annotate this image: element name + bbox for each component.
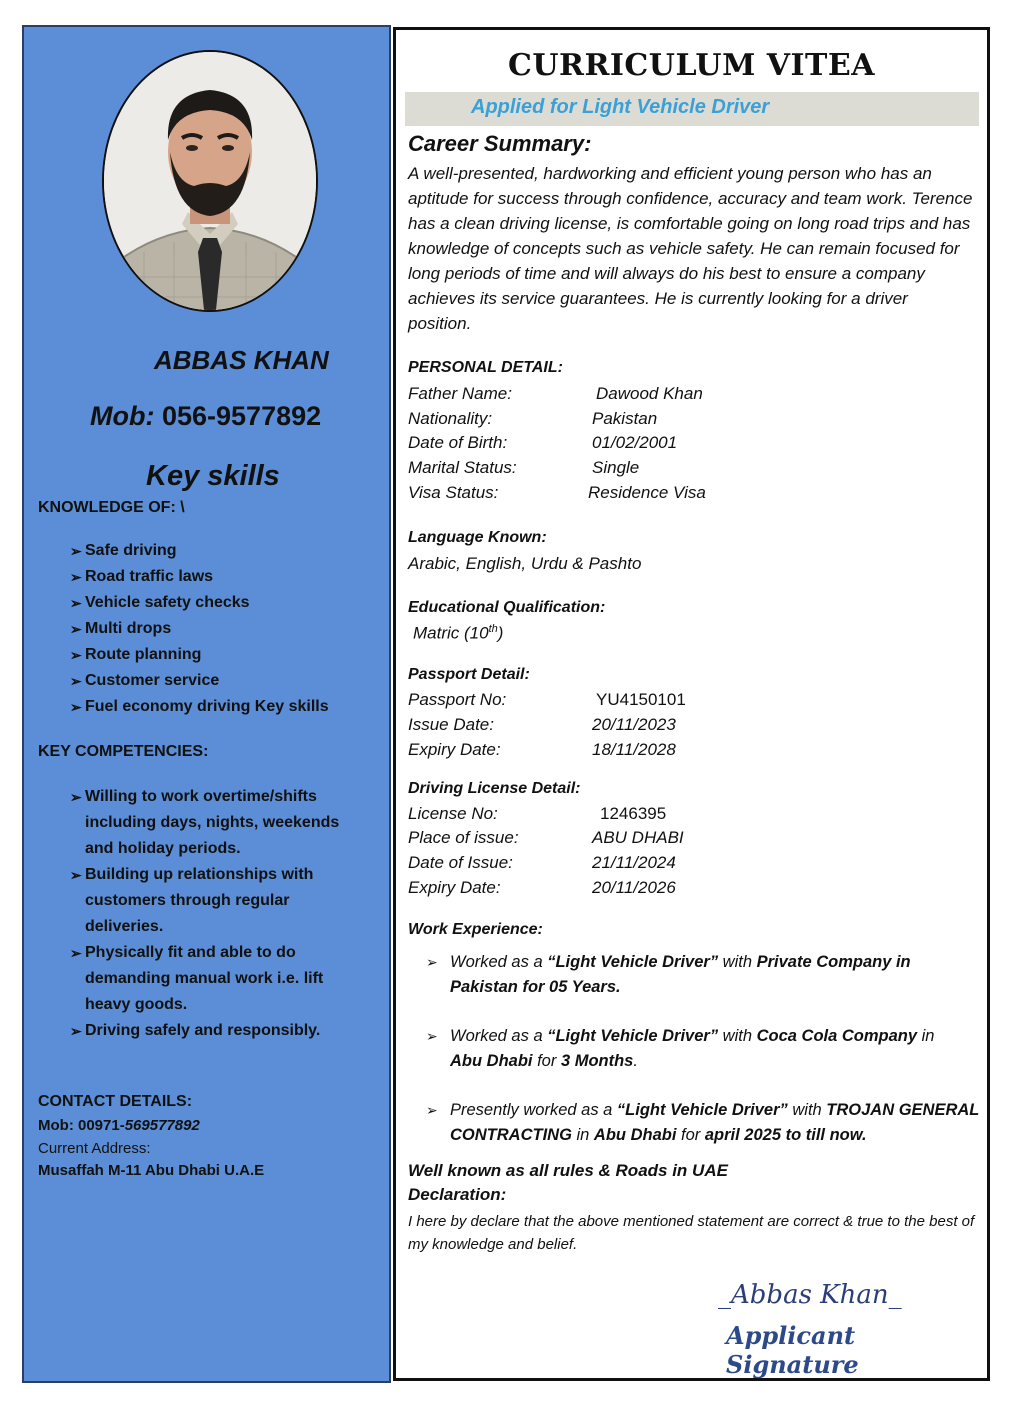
competencies-heading: KEY COMPETENCIES: xyxy=(38,743,209,760)
page-title: CURRICULUM VITEA xyxy=(507,48,876,83)
license-expiry-date: 20/11/2026 xyxy=(592,878,676,897)
main-content xyxy=(393,27,990,1381)
career-summary: A well-presented, hardworking and efficient young person who has an aptitude for success through confidence, accuracy and team work. Terence has a clean driving license, is comfortable going on long road trips and has knowledge of concepts such as vehicle safety. He can remain focused for long periods of time and will always do his best to ensure a company achieves its service guarantees. He is currently looking for a driver position. xyxy=(408,164,973,333)
applied-for: Applied for Light Vehicle Driver xyxy=(471,96,770,118)
personal-row: Visa Status: xyxy=(408,483,499,502)
license-place: ABU DHABI xyxy=(592,828,684,847)
profile-photo xyxy=(102,50,318,312)
passport-row: Issue Date: xyxy=(408,715,494,734)
passport-row: Passport No: xyxy=(408,690,507,709)
list-item: ➢ Customer service xyxy=(70,672,220,689)
knowledge-list xyxy=(24,538,384,720)
list-item: ➢ Driving safely and responsibly. xyxy=(70,1022,321,1039)
personal-row: Nationality: xyxy=(408,409,493,428)
competencies-list xyxy=(24,784,369,1044)
signature-label: Applicant Signature xyxy=(726,1321,859,1379)
license-issue-date: 21/11/2024 xyxy=(592,853,676,872)
declaration-text: I here by declare that the above mentioned statement are correct & true to the best of my knowledge and belief. xyxy=(408,1213,975,1253)
mobile-number: 056-9577892 xyxy=(161,401,322,431)
license-row: Place of issue: xyxy=(408,828,519,847)
license-row: License No: xyxy=(408,804,498,823)
passport-number: YU4150101 xyxy=(596,690,686,709)
personal-row: Father Name: xyxy=(408,384,512,403)
personal-heading: PERSONAL DETAIL: xyxy=(408,359,563,376)
address-value: Musaffah M-11 Abu Dhabi U.A.E xyxy=(38,1162,265,1179)
key-skills-heading: Key skills xyxy=(146,460,280,492)
known-line: Well known as all rules & Roads in UAE xyxy=(408,1161,728,1180)
license-number: 1246395 xyxy=(600,804,667,823)
applicant-name: ABBAS KHAN xyxy=(154,345,329,375)
list-item: ➢ Willing to work overtime/shifts including days, nights, weekends and holiday periods. xyxy=(70,788,340,857)
work-heading: Work Experience: xyxy=(408,921,543,938)
date-of-birth: 01/02/2001 xyxy=(592,433,678,452)
passport-issue-date: 20/11/2023 xyxy=(592,715,676,734)
person-photo-icon xyxy=(104,52,316,310)
contact-mobile: Mob: 00971-569577892 xyxy=(38,1117,200,1134)
list-item: ➢ Building up relationships with customers through regular deliveries. xyxy=(70,866,314,935)
father-name: Dawood Khan xyxy=(596,384,703,403)
work-item: ➢ Presently worked as a “Light Vehicle Driver” with TROJAN GENERAL CONTRACTING in Abu Dhabi for april 2025 to till now. xyxy=(426,1101,980,1144)
work-item: ➢ Worked as a “Light Vehicle Driver” with Private Company in Pakistan for 05 Years. xyxy=(426,953,911,996)
marital-status: Single xyxy=(592,458,640,477)
passport-row: Expiry Date: xyxy=(408,740,501,759)
personal-row: Marital Status: xyxy=(408,458,517,477)
sidebar xyxy=(22,25,391,1383)
address-label: Current Address: xyxy=(38,1140,151,1157)
passport-expiry-date: 18/11/2028 xyxy=(592,740,676,759)
list-item: ➢ Multi drops xyxy=(70,620,172,637)
list-item: ➢ Route planning xyxy=(70,646,202,663)
work-item: ➢ Worked as a “Light Vehicle Driver” with Coca Cola Company in Abu Dhabi for 3 Months. xyxy=(426,1027,935,1070)
passport-heading: Passport Detail: xyxy=(408,666,530,683)
list-item: ➢ Road traffic laws xyxy=(70,568,214,585)
license-row: Expiry Date: xyxy=(408,878,501,897)
declaration-heading: Declaration: xyxy=(408,1185,507,1204)
list-item: ➢ Fuel economy driving Key skills xyxy=(70,698,329,715)
visa-status: Residence Visa xyxy=(588,483,706,502)
list-item: ➢ Vehicle safety checks xyxy=(70,594,250,611)
language-text: Arabic, English, Urdu & Pashto xyxy=(408,554,642,573)
mobile-line xyxy=(90,401,321,432)
list-item: ➢ Safe driving xyxy=(70,542,177,559)
license-heading: Driving License Detail: xyxy=(408,780,581,797)
contact-heading: CONTACT DETAILS: xyxy=(38,1093,193,1110)
education-heading: Educational Qualification: xyxy=(408,599,606,616)
career-heading: Career Summary: xyxy=(408,131,592,156)
education-text: Matric (10th) xyxy=(413,623,504,643)
knowledge-heading: KNOWLEDGE OF: \ xyxy=(38,499,185,516)
personal-row: Date of Birth: xyxy=(408,433,508,452)
signature-handwritten: _Abbas Khan_ xyxy=(718,1280,902,1310)
language-heading: Language Known: xyxy=(408,529,547,546)
applied-banner xyxy=(405,92,979,126)
nationality: Pakistan xyxy=(592,409,658,428)
mobile-label: Mob: xyxy=(90,401,155,431)
license-row: Date of Issue: xyxy=(408,853,513,872)
list-item: ➢ Physically fit and able to do demanding manual work i.e. lift heavy goods. xyxy=(70,944,324,1013)
